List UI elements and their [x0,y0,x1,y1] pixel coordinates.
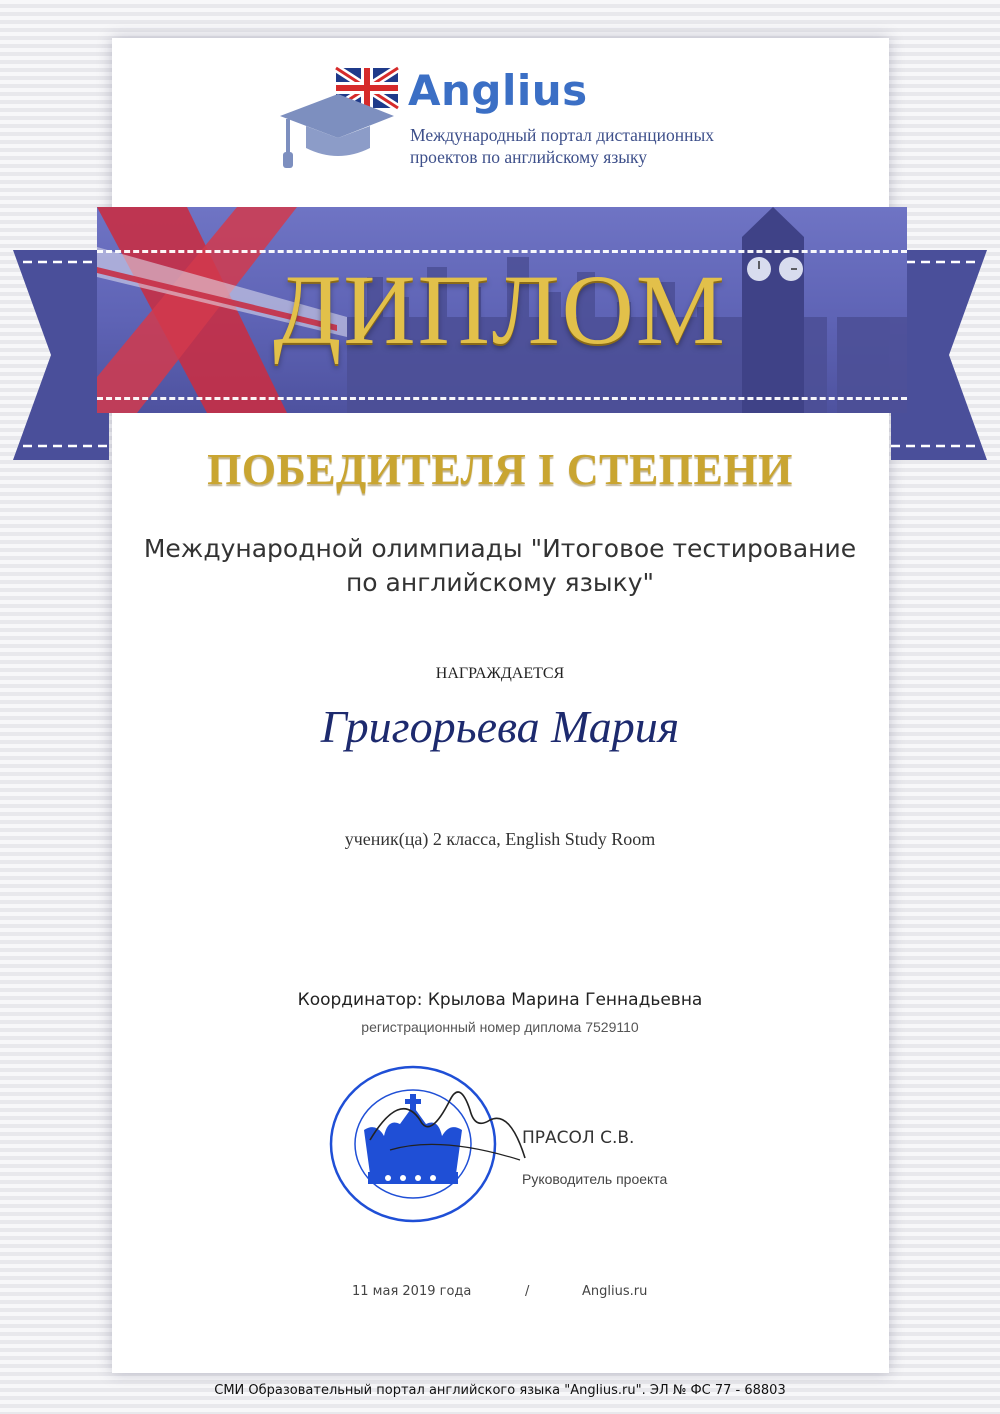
awarded-label: НАГРАЖДАЕТСЯ [435,665,565,682]
olympiad-name-line1: Международной олимпиады "Итоговое тестирование [143,534,857,563]
graduation-cap-icon [272,64,407,176]
brand-subtitle [410,124,770,168]
site-name: Anglius.ru [582,1284,648,1299]
issue-date: 11 мая 2019 года [352,1284,472,1299]
brand-name: Anglius [408,66,588,115]
signatory-name: ПРАСОЛ С.В. [522,1128,635,1148]
signatory-role: Руководитель проекта [522,1171,668,1187]
brand-subtitle-line2: проектов по английскому языку [410,147,648,167]
olympiad-name [130,532,870,600]
banner-title: ДИПЛОМ [273,254,727,365]
pupil-info: ученик(ца) 2 класса, English Study Room [344,829,656,849]
footer-license: СМИ Образовательный портал английского языка "Anglius.ru". ЭЛ № ФС 77 - 68803 [214,1383,786,1398]
olympiad-name-line2: по английскому языку" [345,568,655,597]
registration-number: регистрационный номер диплома 7529110 [361,1019,639,1035]
date-site-separator: / [525,1284,530,1299]
brand-subtitle-line1: Международный портал дистанционных [410,125,715,145]
handwritten-signature [360,1080,530,1170]
banner-stitch-bottom [97,397,907,400]
coordinator: Координатор: Крылова Марина Геннадьевна [297,990,703,1010]
degree-title: ПОБЕДИТЕЛЯ I СТЕПЕНИ [207,445,793,494]
recipient-name: Григорьева Мария [320,701,680,752]
